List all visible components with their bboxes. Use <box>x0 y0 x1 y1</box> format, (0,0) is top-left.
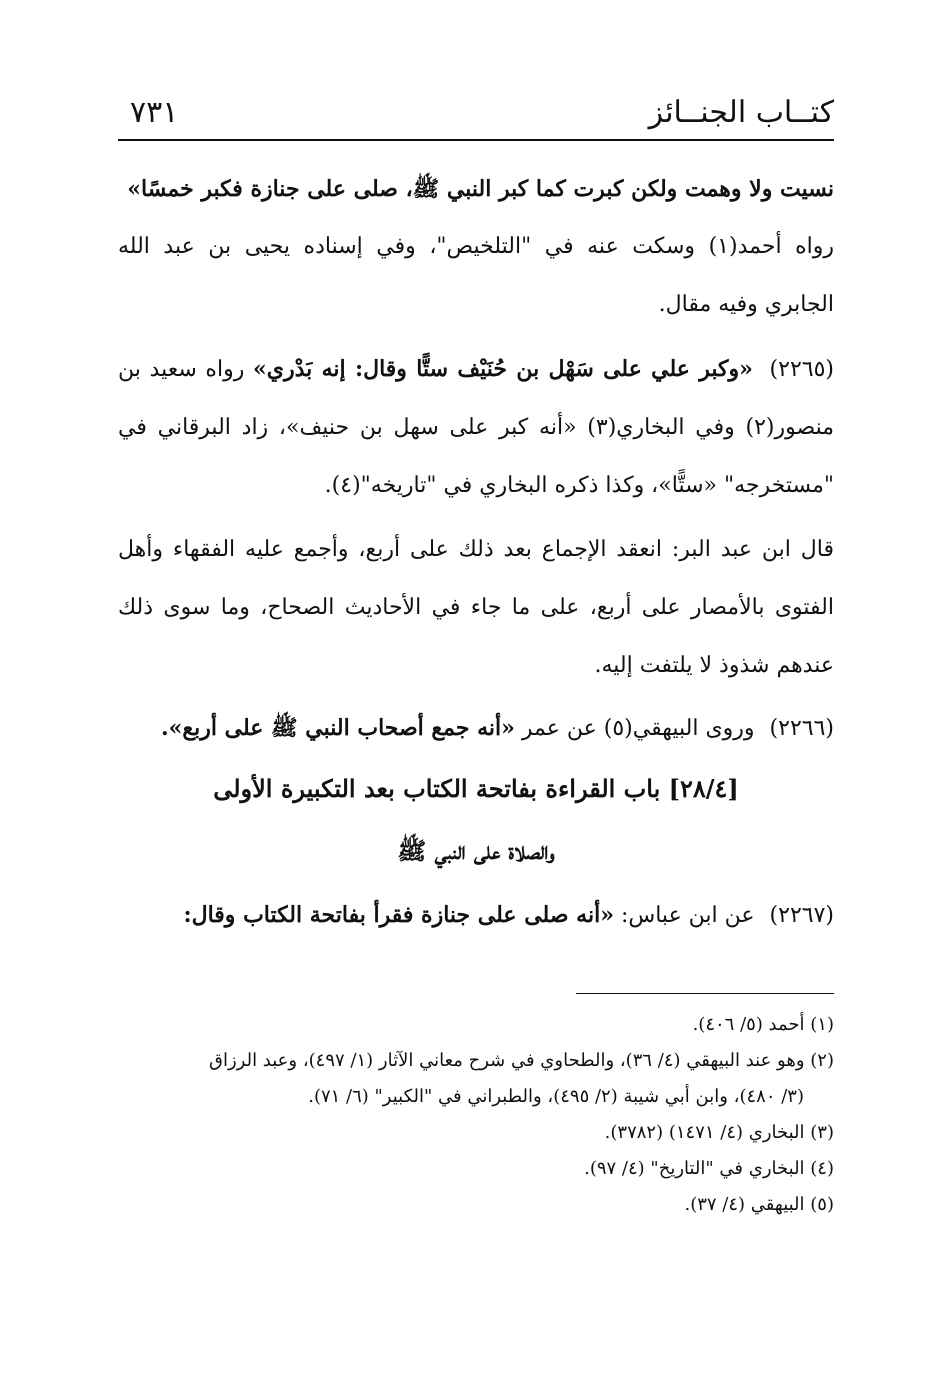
page-number: ٧٣١ <box>130 95 179 130</box>
chapter-heading-line2: والصلاة على النبي ﷺ <box>397 836 555 865</box>
paragraph-continuation: نسيت ولا وهمت ولكن كبرت كما كبر النبي ﷺ، صلى على جنازة فكبر خمسًا» <box>127 176 834 202</box>
header-title: كتــاب الجنــائز <box>648 95 834 130</box>
chapter-heading-line1: [٢٨/٤] باب القراءة بفاتحة الكتاب بعد التكبيرة الأولى <box>213 774 739 803</box>
hadith-quote: «أنه صلى على جنازة فقرأ بفاتحة الكتاب وقال: <box>183 902 614 928</box>
hadith-number: (٢٢٦٦) <box>769 716 834 741</box>
footnote-1: (١) أحمد (٥/ ٤٠٦). <box>692 1014 834 1035</box>
footnote-separator <box>576 993 834 994</box>
footnote-5: (٥) البيهقي (٤/ ٣٧). <box>684 1194 834 1215</box>
ibn-abd-albar-paragraph: قال ابن عبد البر: انعقد الإجماع بعد ذلك على أربع، وأجمع عليه الفقهاء وأهل الفتوى بالأمصار على أربع، على ما جاء في الأحاديث الصحاح، وما سوى ذلك عندهم شذوذ لا يلتفت إليه. <box>118 537 834 678</box>
hadith-quote: «وكبر علي على سَهْل بن حُنَيْف ستًّا وقال: إنه بَدْري» <box>253 356 753 382</box>
main-text <box>118 160 834 945</box>
hadith-lead: وروى البيهقي(٥) عن عمر <box>521 716 755 741</box>
hadith-number: (٢٢٦٧) <box>769 903 834 928</box>
footnote-4: (٤) البخاري في "التاريخ" (٤/ ٩٧). <box>584 1158 834 1179</box>
hadith-lead: عن ابن عباس: <box>620 903 755 928</box>
footnote-2: (٢) وهو عند البيهقي (٤/ ٣٦)، والطحاوي في شرح معاني الآثار (١/ ٤٩٧)، وعبد الرزاق <box>209 1050 834 1071</box>
hadith-number: (٢٢٦٥) <box>769 357 834 382</box>
hadith-commentary: رواه سعيد بن منصور(٢) وفي البخاري(٣) «أنه كبر على سهل بن حنيف»، زاد البرقاني في "مستخرجه" «ستًّا»، وكذا ذكره البخاري في "تاريخه"(٤). <box>118 357 834 498</box>
hadith-2267 <box>118 886 834 945</box>
hadith-2265 <box>118 340 834 515</box>
paragraph-ahmad-narration: رواه أحمد(١) وسكت عنه في "التلخيص"، وفي إسناده يحيى بن عبد الله الجابري وفيه مقال. <box>118 234 834 317</box>
footnotes <box>118 1008 834 1224</box>
footnote-3: (٣) البخاري (٤/ ١٤٧١) (٣٧٨٢). <box>604 1122 834 1143</box>
running-header <box>118 95 834 141</box>
footnote-2-continued: (٣/ ٤٨٠)، وابن أبي شيبة (٢/ ٤٩٥)، والطبراني في "الكبير" (٦/ ٧١). <box>308 1086 804 1107</box>
hadith-quote: «أنه جمع أصحاب النبي ﷺ على أربع». <box>161 715 515 741</box>
hadith-2266 <box>118 699 834 758</box>
